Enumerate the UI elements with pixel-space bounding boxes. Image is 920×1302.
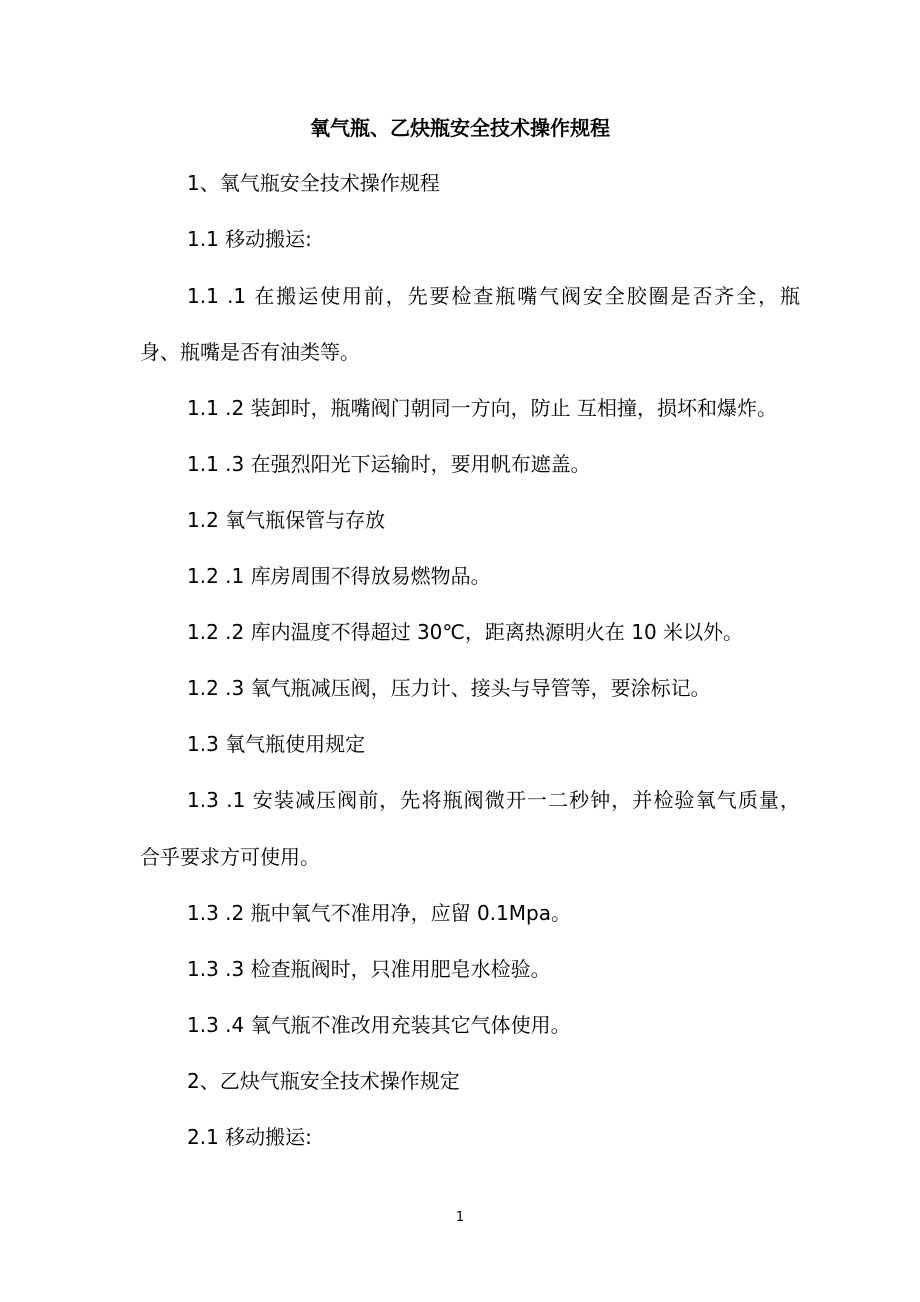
paragraph: 1.3 .4 氧气瓶不准改用充装其它气体使用。: [187, 1013, 571, 1037]
paragraph: 1.1 .3 在强烈阳光下运输时，要用帆布遮盖。: [187, 452, 591, 476]
section-heading: 1、氧气瓶安全技术操作规程: [187, 171, 440, 195]
paragraph: 1.3 .1 安装减压阀前，先将瓶阀微开一二秒钟，并检验氧气质量，: [187, 788, 800, 812]
paragraph: 1.3 .2 瓶中氧气不准用净，应留 0.1Mpa。: [187, 901, 571, 925]
paragraph: 1.1 .2 装卸时，瓶嘴阀门朝同一方向，防止 互相撞，损坏和爆炸。: [187, 396, 777, 420]
document-title: 氧气瓶、乙炔瓶安全技术操作规程: [310, 116, 610, 140]
paragraph: 1.2 .2 库内温度不得超过 30℃，距离热源明火在 10 米以外。: [187, 620, 744, 644]
paragraph-continuation: 合乎要求方可使用。: [140, 845, 320, 869]
subsection-heading: 1.1 移动搬运:: [187, 227, 312, 251]
section-heading: 2、乙炔气瓶安全技术操作规定: [187, 1069, 460, 1093]
subsection-heading: 1.3 氧气瓶使用规定: [187, 732, 366, 756]
page-number: 1: [455, 1210, 465, 1225]
paragraph: 1.2 .3 氧气瓶减压阀，压力计、接头与导管等，要涂标记。: [187, 676, 711, 700]
paragraph-continuation: 身、瓶嘴是否有油类等。: [140, 340, 360, 364]
subsection-heading: 2.1 移动搬运:: [187, 1125, 312, 1149]
paragraph: 1.3 .3 检查瓶阀时，只准用肥皂水检验。: [187, 957, 551, 981]
subsection-heading: 1.2 氧气瓶保管与存放: [187, 508, 386, 532]
paragraph: 1.1 .1 在搬运使用前，先要检查瓶嘴气阀安全胶圈是否齐全，瓶: [187, 284, 800, 308]
paragraph: 1.2 .1 库房周围不得放易燃物品。: [187, 564, 491, 588]
